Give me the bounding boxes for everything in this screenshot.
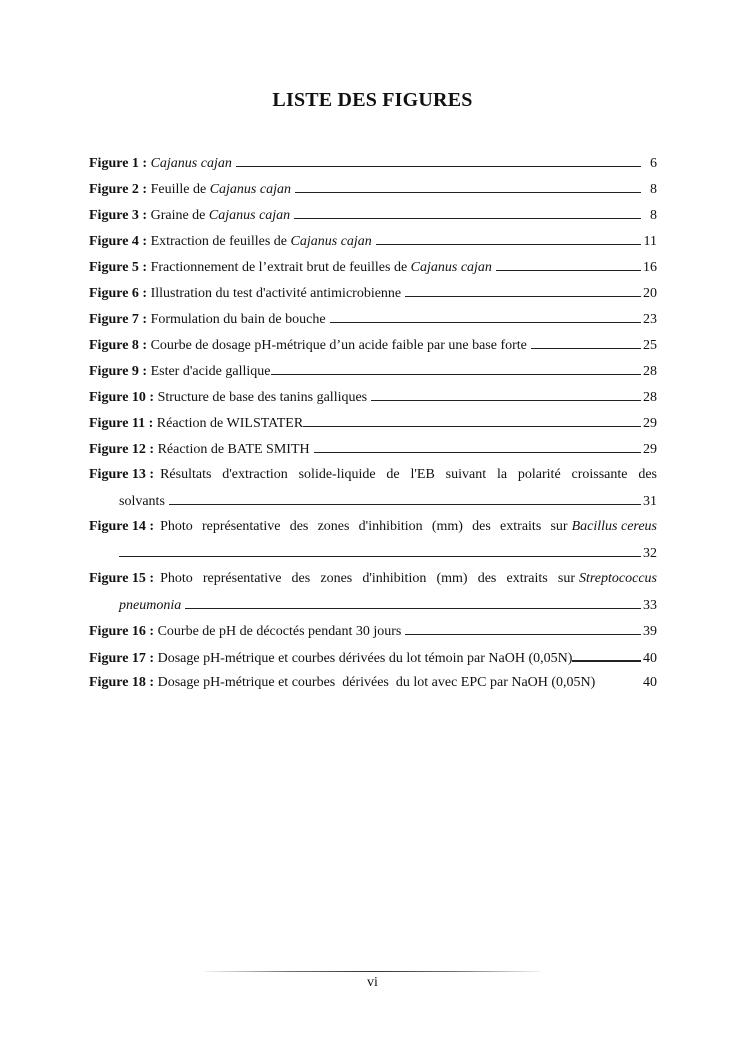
page-ref: 23 [643, 312, 657, 327]
dot-leader [314, 440, 641, 453]
figure-title-italic-continued: pneumonia [119, 598, 182, 613]
toc-entry-figure-2[interactable] [89, 180, 657, 206]
list-of-figures [89, 154, 657, 700]
figure-label: Figure 10 : [89, 390, 155, 405]
toc-entry-figure-1[interactable] [89, 154, 657, 180]
figure-label: Figure 17 : [89, 651, 155, 666]
page-ref: 25 [643, 338, 657, 353]
figure-title: Formulation du bain de bouche [150, 312, 326, 327]
figure-label: Figure 14 : [89, 519, 155, 534]
page-title: LISTE DES FIGURES [272, 89, 473, 111]
toc-entry-figure-17[interactable] [89, 648, 657, 674]
figure-title: Ester d'acide gallique [150, 364, 271, 379]
toc-entry-figure-11[interactable] [89, 414, 657, 440]
dot-leader [295, 180, 641, 193]
figure-label: Figure 4 : [89, 234, 148, 249]
dot-leader [169, 492, 641, 505]
figure-label: Figure 3 : [89, 208, 148, 223]
toc-entry-figure-14[interactable] [89, 518, 657, 570]
figure-title: Réaction de BATE SMITH [157, 442, 310, 457]
toc-entry-figure-3[interactable] [89, 206, 657, 232]
toc-entry-figure-10[interactable] [89, 388, 657, 414]
page-number: vi [367, 975, 378, 990]
figure-title: Photo représentative des zones d'inhibition (mm) des extraits sur [160, 571, 575, 586]
figure-title-italic: Cajanus cajan [209, 182, 291, 197]
figure-title: Dosage pH-métrique et courbes dérivées du lot avec EPC par NaOH (0,05N) [157, 675, 596, 690]
dot-leader [303, 414, 641, 427]
figure-title: Fractionnement de l’extrait brut de feuilles de [150, 260, 408, 275]
toc-entry-figure-12[interactable] [89, 440, 657, 466]
dot-leader [376, 232, 641, 245]
dot-leader [496, 258, 641, 271]
dot-leader [119, 544, 641, 557]
page-ref: 40 [643, 651, 657, 666]
page-ref: 40 [643, 675, 657, 690]
figure-label: Figure 11 : [89, 416, 154, 431]
dot-leader [271, 362, 642, 375]
toc-entry-figure-5[interactable] [89, 258, 657, 284]
figure-label: Figure 2 : [89, 182, 148, 197]
page-ref: 33 [643, 598, 657, 613]
page-ref: 29 [643, 416, 657, 431]
figure-title-italic: Cajanus cajan [208, 208, 291, 223]
toc-entry-figure-9[interactable] [89, 362, 657, 388]
figure-label: Figure 16 : [89, 624, 155, 639]
figure-title-italic: Cajanus cajan [290, 234, 372, 249]
dot-leader [294, 206, 641, 219]
figure-label: Figure 13 : [89, 467, 155, 482]
figure-title: Courbe de pH de décoctés pendant 30 jours [157, 624, 402, 639]
figure-title: Feuille de [150, 182, 207, 197]
figure-label: Figure 9 : [89, 364, 148, 379]
figure-label: Figure 18 : [89, 675, 155, 690]
figure-title-continued: solvants [119, 494, 165, 509]
page-ref: 31 [643, 494, 657, 509]
page-ref: 20 [643, 286, 657, 301]
toc-entry-figure-18[interactable] [89, 674, 657, 700]
figure-title-italic: Cajanus cajan [150, 156, 232, 171]
toc-entry-figure-7[interactable] [89, 310, 657, 336]
page-ref: 29 [643, 442, 657, 457]
page-ref: 28 [643, 364, 657, 379]
figure-title: Structure de base des tanins galliques [157, 390, 368, 405]
dot-leader [405, 284, 641, 297]
figure-title: Résultats d'extraction solide-liquide de l'EB suivant la polarité croissante des [160, 467, 657, 482]
toc-entry-figure-13[interactable] [89, 466, 657, 518]
figure-label: Figure 15 : [89, 571, 155, 586]
figure-title-italic: Bacillus cereus [571, 519, 657, 534]
toc-entry-figure-4[interactable] [89, 232, 657, 258]
figure-title: Graine de [150, 208, 206, 223]
figure-title: Illustration du test d'activité antimicrobienne [150, 286, 402, 301]
page-ref: 6 [650, 156, 657, 171]
page-ref: 39 [643, 624, 657, 639]
figure-label: Figure 5 : [89, 260, 148, 275]
figure-title: Réaction de WILSTATER [156, 416, 304, 431]
toc-entry-figure-6[interactable] [89, 284, 657, 310]
figure-title-italic: Cajanus cajan [410, 260, 492, 275]
figure-title: Extraction de feuilles de [150, 234, 288, 249]
page-ref: 16 [643, 260, 657, 275]
toc-entry-figure-16[interactable] [89, 622, 657, 648]
dot-leader [330, 310, 641, 323]
figure-label: Figure 12 : [89, 442, 155, 457]
dot-leader [371, 388, 641, 401]
dot-leader [236, 154, 641, 167]
figure-label: Figure 6 : [89, 286, 148, 301]
figure-title: Courbe de dosage pH-métrique d’un acide faible par une base forte [150, 338, 527, 353]
figure-label: Figure 1 : [89, 156, 148, 171]
dot-leader [531, 336, 641, 349]
figure-title: Photo représentative des zones d'inhibition (mm) des extraits sur [160, 519, 568, 534]
dot-leader [405, 622, 641, 635]
dot-leader [185, 596, 641, 609]
page-ref: 32 [643, 546, 657, 561]
toc-entry-figure-8[interactable] [89, 336, 657, 362]
figure-title: Dosage pH-métrique et courbes dérivées du lot témoin par NaOH (0,05N) [157, 651, 573, 666]
figure-label: Figure 7 : [89, 312, 148, 327]
footer-rule [205, 971, 540, 972]
page-ref: 8 [650, 182, 657, 197]
dot-leader [572, 648, 641, 662]
page-ref: 8 [650, 208, 657, 223]
page-ref: 28 [643, 390, 657, 405]
figure-title-italic: Streptococcus [578, 571, 657, 586]
toc-entry-figure-15[interactable] [89, 570, 657, 622]
page-ref: 11 [643, 234, 657, 249]
figure-label: Figure 8 : [89, 338, 148, 353]
